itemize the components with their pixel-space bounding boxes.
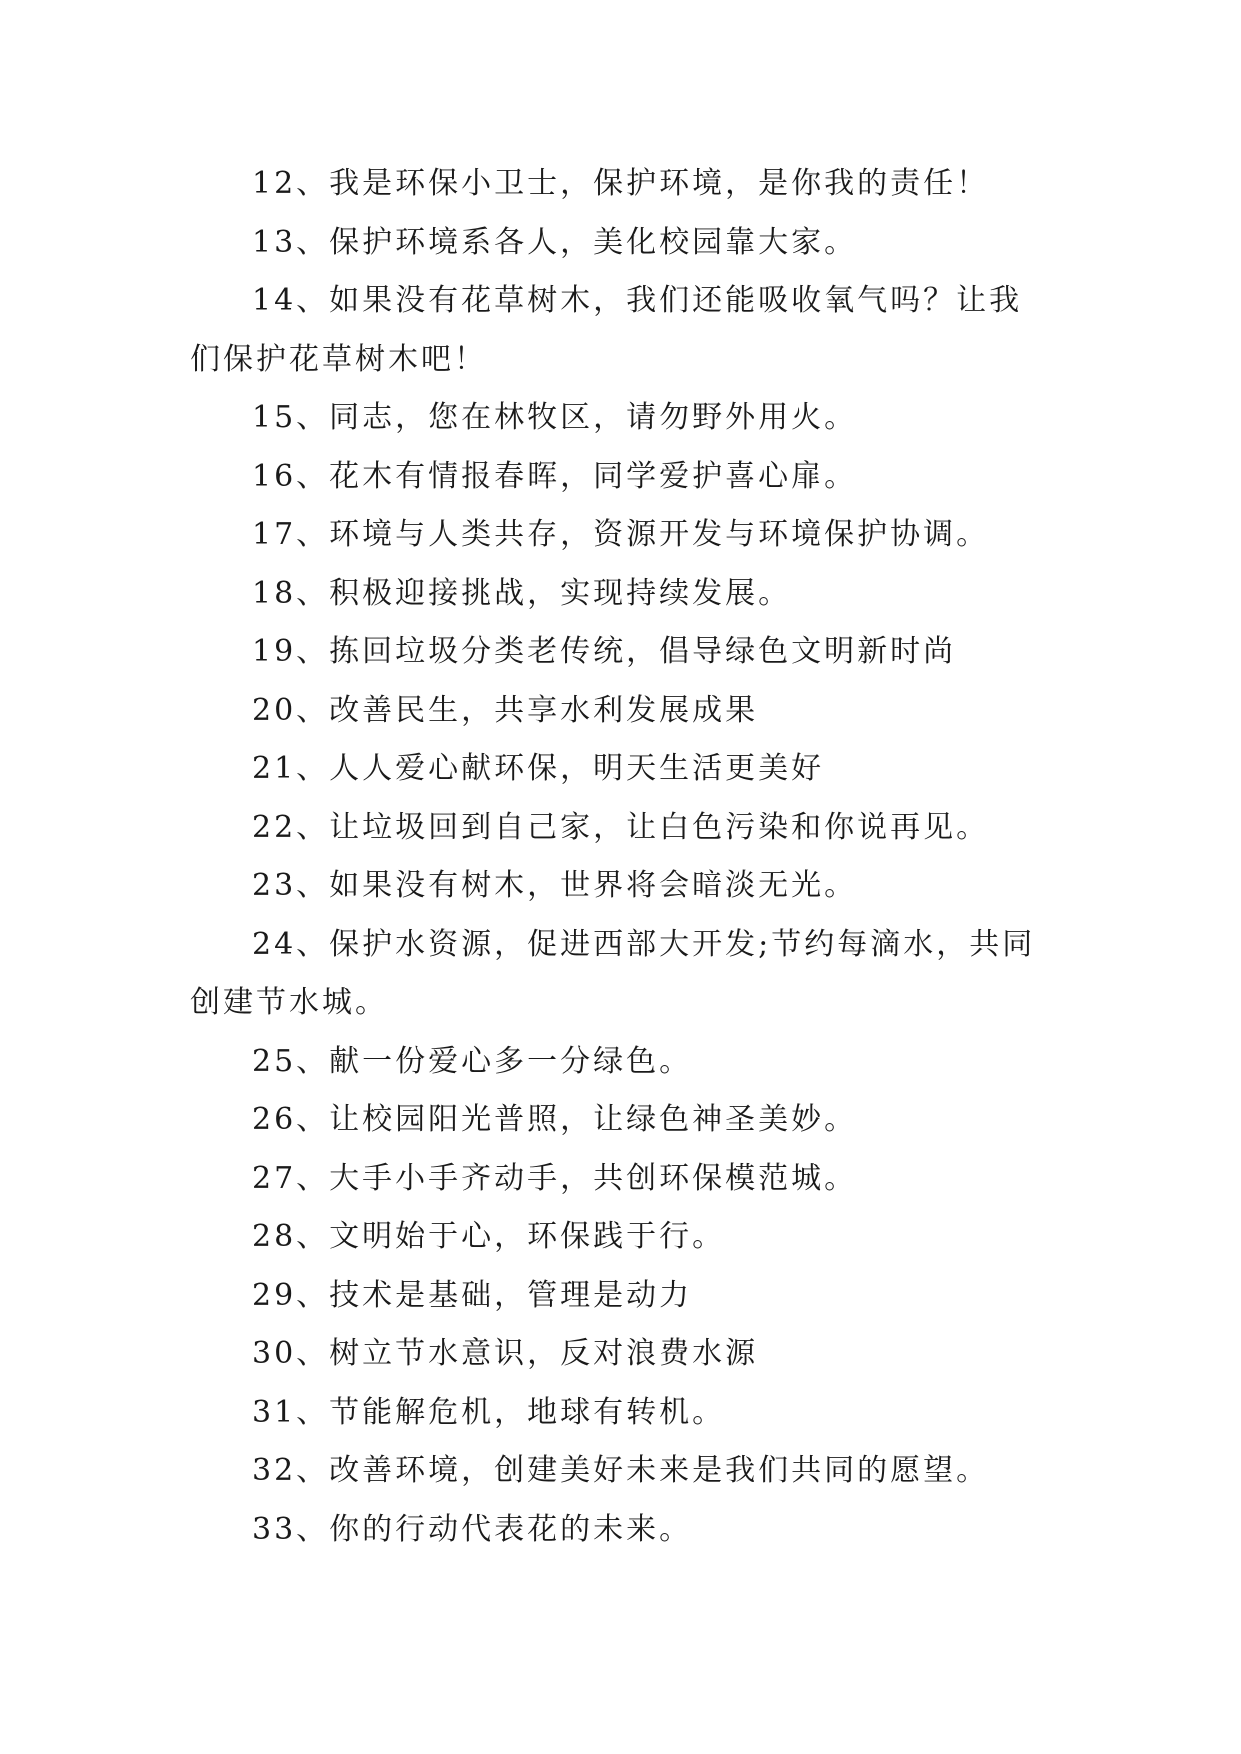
document-body <box>190 155 1050 1559</box>
slogan-26: 26、让校园阳光普照，让绿色神圣美妙。 <box>252 1102 858 1137</box>
slogan-22: 22、让垃圾回到自己家，让白色污染和你说再见。 <box>252 809 990 845</box>
slogan-20: 20、改善民生，共享水利发展成果 <box>252 692 759 728</box>
slogan-13: 13、保护环境系各人，美化校园靠大家。 <box>252 224 858 260</box>
slogan-30: 30、树立节水意识，反对浪费水源 <box>252 1336 759 1371</box>
slogan-17: 17、环境与人类共存，资源开发与环境保护协调。 <box>252 517 990 552</box>
slogan-25: 25、献一份爱心多一分绿色。 <box>252 1043 693 1079</box>
slogan-18: 18、积极迎接挑战，实现持续发展。 <box>252 575 792 611</box>
slogan-27: 27、大手小手齐动手，共创环保模范城。 <box>252 1160 858 1196</box>
slogan-16: 16、花木有情报春晖，同学爱护喜心扉。 <box>252 458 858 494</box>
slogan-31: 31、节能解危机，地球有转机。 <box>252 1394 726 1430</box>
slogan-15: 15、同志，您在林牧区，请勿野外用火。 <box>252 400 858 435</box>
slogan-21: 21、人人爱心献环保，明天生活更美好 <box>252 751 825 786</box>
slogan-12: 12、我是环保小卫士，保护环境，是你我的责任！ <box>252 166 990 201</box>
slogan-14: 14、如果没有花草树木，我们还能吸收氧气吗？让我们保护花草树木吧！ <box>190 283 1023 377</box>
slogan-19: 19、拣回垃圾分类老传统，倡导绿色文明新时尚 <box>252 634 957 669</box>
slogan-32: 32、改善环境，创建美好未来是我们共同的愿望。 <box>252 1453 990 1488</box>
slogan-23: 23、如果没有树木，世界将会暗淡无光。 <box>252 868 858 903</box>
slogan-29: 29、技术是基础，管理是动力 <box>252 1277 693 1313</box>
slogan-24: 24、保护水资源，促进西部大开发;节约每滴水，共同创建节水城。 <box>190 926 1036 1020</box>
slogan-28: 28、文明始于心，环保践于行。 <box>252 1219 726 1254</box>
slogan-33: 33、你的行动代表花的未来。 <box>252 1511 693 1547</box>
